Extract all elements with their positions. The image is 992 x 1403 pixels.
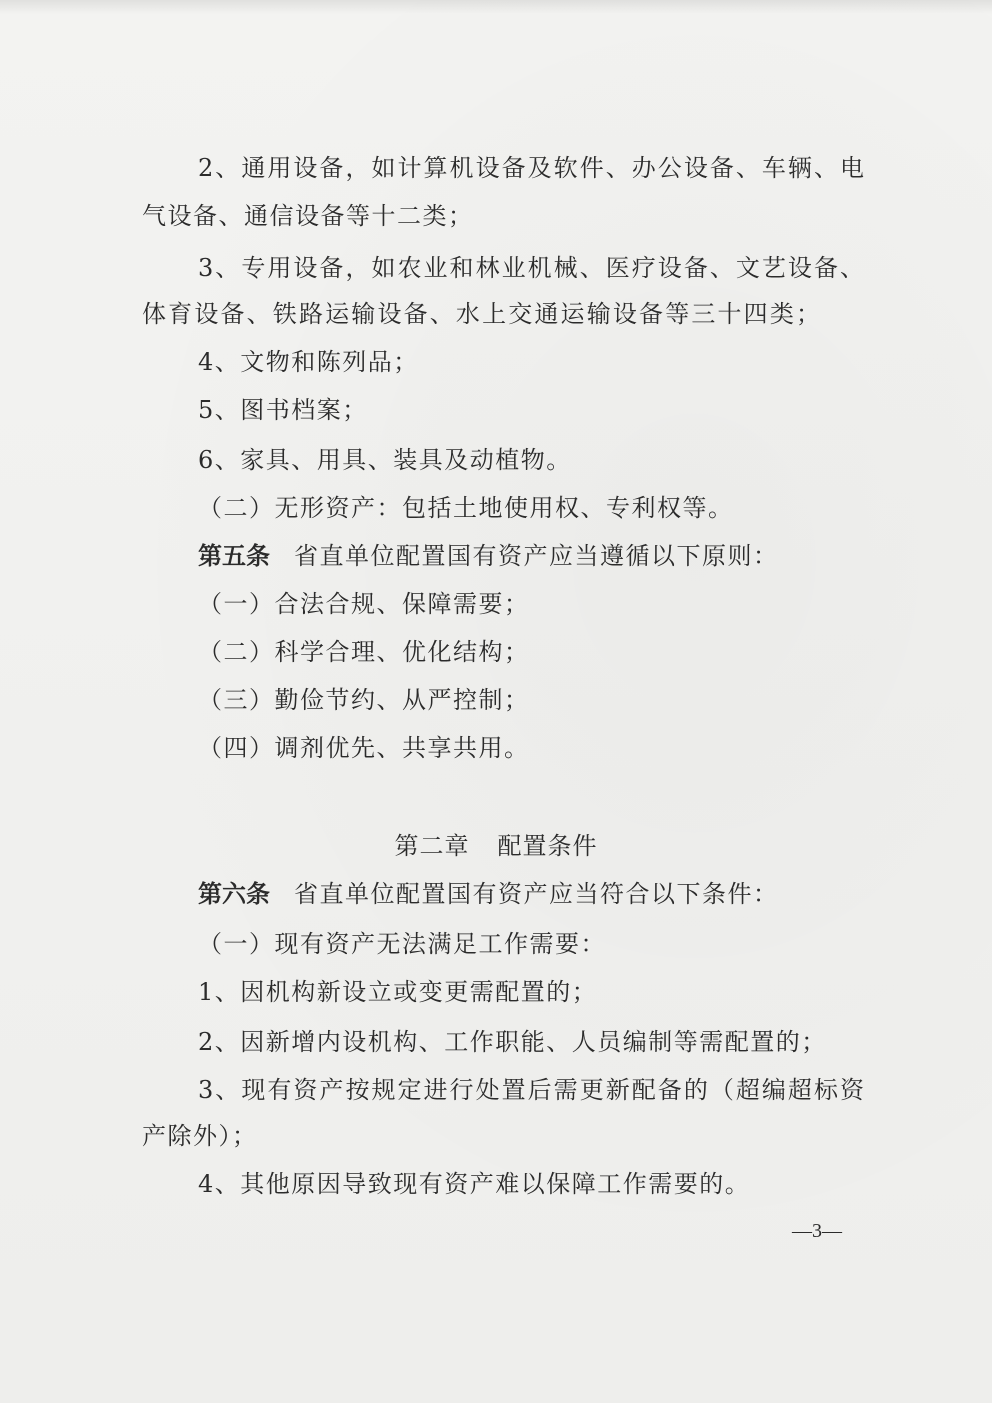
article-5-label: 第五条 bbox=[198, 541, 270, 570]
principle-1: （一）合法合规、保障需要； bbox=[198, 590, 530, 618]
condition-1: （一）现有资产无法满足工作需要： bbox=[198, 930, 606, 958]
principle-4: （四）调剂优先、共享共用。 bbox=[198, 734, 530, 762]
text-line-7: 6、家具、用具、装具及动植物。 bbox=[198, 446, 572, 474]
article-6-text: 省直单位配置国有资产应当符合以下条件： bbox=[294, 880, 779, 908]
text-line-3: 3、专用设备，如农业和林业机械、医疗设备、文艺设备、 bbox=[198, 254, 864, 282]
text-line-4: 体育设备、铁路运输设备、水上交通运输设备等三十四类； bbox=[142, 300, 820, 328]
article-5-text: 省直单位配置国有资产应当遵循以下原则： bbox=[294, 542, 779, 570]
article-6-label: 第六条 bbox=[198, 879, 270, 908]
principle-3: （三）勤俭节约、从严控制； bbox=[198, 686, 530, 714]
scan-shadow bbox=[0, 0, 992, 14]
condition-item-3-cont: 产除外）； bbox=[142, 1122, 258, 1150]
text-line-5: 4、文物和陈列品； bbox=[198, 348, 419, 376]
article-6 bbox=[198, 878, 779, 910]
condition-item-4: 4、其他原因导致现有资产难以保障工作需要的。 bbox=[198, 1170, 751, 1198]
condition-item-1: 1、因机构新设立或变更需配置的； bbox=[198, 978, 598, 1006]
text-line-2: 气设备、通信设备等十二类； bbox=[142, 202, 474, 230]
page-number: —3— bbox=[792, 1220, 842, 1242]
text-line-6: 5、图书档案； bbox=[198, 396, 368, 424]
condition-item-2: 2、因新增内设机构、工作职能、人员编制等需配置的； bbox=[198, 1028, 827, 1056]
text-line-8: （二）无形资产：包括土地使用权、专利权等。 bbox=[198, 494, 734, 522]
article-5 bbox=[198, 540, 779, 572]
principle-2: （二）科学合理、优化结构； bbox=[198, 638, 530, 666]
chapter-heading bbox=[0, 830, 992, 862]
condition-item-3: 3、现有资产按规定进行处置后需更新配备的（超编超标资 bbox=[198, 1076, 864, 1104]
chapter-number: 第二章 bbox=[394, 832, 470, 860]
text-line-1: 2、通用设备，如计算机设备及软件、办公设备、车辆、电 bbox=[198, 154, 864, 182]
chapter-title: 配置条件 bbox=[497, 832, 598, 860]
